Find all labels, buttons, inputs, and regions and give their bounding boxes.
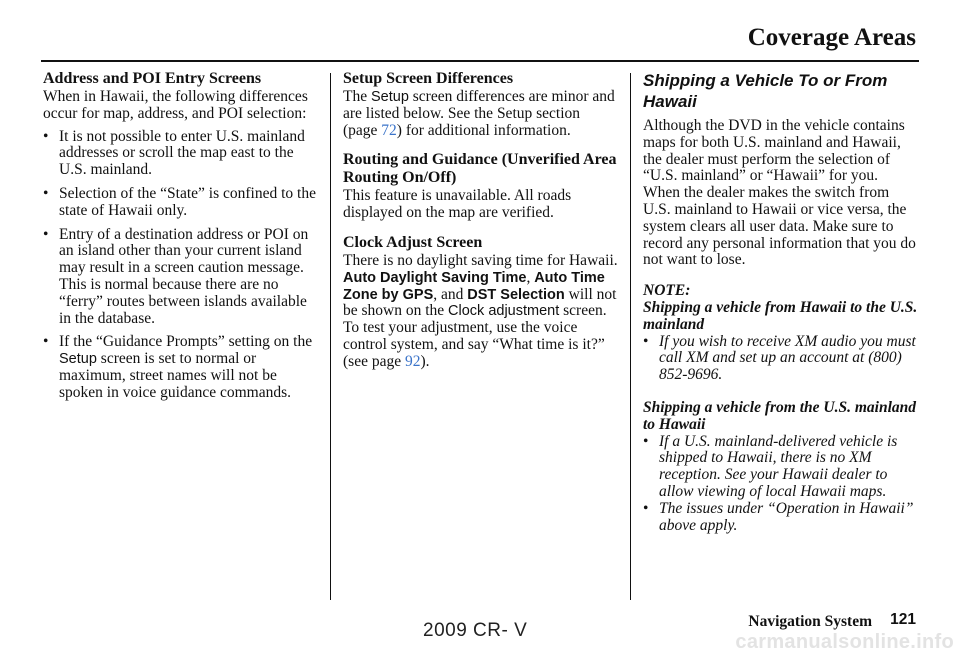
watermark: carmanualsonline.info xyxy=(735,631,954,653)
list-item: • The issues under “Operation in Hawaii” above apply. xyxy=(643,499,914,534)
section-heading-setup: Setup Screen Differences xyxy=(343,70,514,87)
column-1 xyxy=(43,70,318,409)
section-heading-address-poi: Address and POI Entry Screens xyxy=(43,70,262,87)
clock-adjustment-term: Clock adjustment xyxy=(448,303,560,320)
section-heading-clock: Clock Adjust Screen xyxy=(343,233,483,251)
list-item: • It is not possible to enter U.S. mainland addresses or scroll the map east to the U.S. mainland. xyxy=(43,127,305,179)
shipping-paragraph: Although the DVD in the vehicle contains maps for both U.S. mainland and Hawaii, the dealer must perform the selection of “U.S. mainland” or “Hawaii” for you. When the dealer makes the switch from U.S. mainland to Hawaii or vice versa, the system clears all user data. Make sure to record any personal information that you do not want to lose. xyxy=(643,117,916,269)
header-divider xyxy=(41,60,919,62)
page-link-92[interactable]: 92 xyxy=(404,352,421,370)
mainland-to-hawaii-bullets xyxy=(643,434,918,535)
list-item: • Entry of a destination address or POI on an island other than your current island may result in a screen caution message. This is normal because there are no “ferry” routes between islands available in the database. xyxy=(43,225,309,327)
subheading-mainland-to-hawaii: Shipping a vehicle from the U.S. mainland to Hawaii xyxy=(643,398,917,433)
footer-section-name: Navigation System xyxy=(748,613,872,630)
setup-term: Setup xyxy=(59,351,97,368)
address-poi-bullets xyxy=(43,129,318,402)
list-item: • If a U.S. mainland-delivered vehicle is shipped to Hawaii, there is no XM reception. See your Hawaii dealer to allow viewing of local Hawaii maps. xyxy=(643,432,898,500)
list-item: • If you wish to receive XM audio you must call XM and set up an account at (800) 852-9696. xyxy=(643,332,916,384)
routing-paragraph: This feature is unavailable. All roads displayed on the map are verified. xyxy=(343,187,572,222)
setup-paragraph: The Setup screen differences are minor and are listed below. See the Setup section (page 72) for additional information. xyxy=(343,88,615,139)
auto-timezone-term: Auto Time Zone by GPS xyxy=(343,269,605,303)
section-heading-routing: Routing and Guidance (Unverified Area Routing On/Off) xyxy=(343,151,617,187)
note-label: NOTE: xyxy=(643,282,691,300)
page-link-72[interactable]: 72 xyxy=(381,121,397,139)
list-item: • Selection of the “State” is confined to the state of Hawaii only. xyxy=(43,184,316,219)
column-3 xyxy=(643,70,918,534)
dst-selection-term: DST Selection xyxy=(467,286,565,303)
column-divider-1 xyxy=(330,73,331,600)
page-number: 121 xyxy=(890,611,916,628)
list-item: • If the “Guidance Prompts” setting on the Setup screen is set to normal or maximum, street names will not be spoken in voice guidance commands. xyxy=(43,333,313,401)
subheading-hawaii-to-mainland: Shipping a vehicle from Hawaii to the U.S. mainland xyxy=(643,298,918,333)
address-poi-intro: When in Hawaii, the following differences occur for map, address, and POI selection: xyxy=(43,88,308,122)
section-heading-shipping: Shipping a Vehicle To or From Hawaii xyxy=(643,71,888,111)
column-2 xyxy=(343,70,618,371)
page-title: Coverage Areas xyxy=(747,24,916,51)
auto-dst-term: Auto Daylight Saving Time xyxy=(343,269,527,286)
setup-term: Setup xyxy=(370,89,409,105)
clock-paragraph: There is no daylight saving time for Hawaii. Auto Daylight Saving Time, Auto Time Zone by GPS, and DST Selection will not be shown on the Clock adjustment screen. To test your adjustment, use the voice control system, and say “What time is it?” (see page 92). xyxy=(343,251,618,370)
hawaii-to-mainland-bullets xyxy=(643,334,918,384)
vehicle-model: 2009 CR- V xyxy=(423,620,528,641)
column-divider-2 xyxy=(630,73,631,600)
